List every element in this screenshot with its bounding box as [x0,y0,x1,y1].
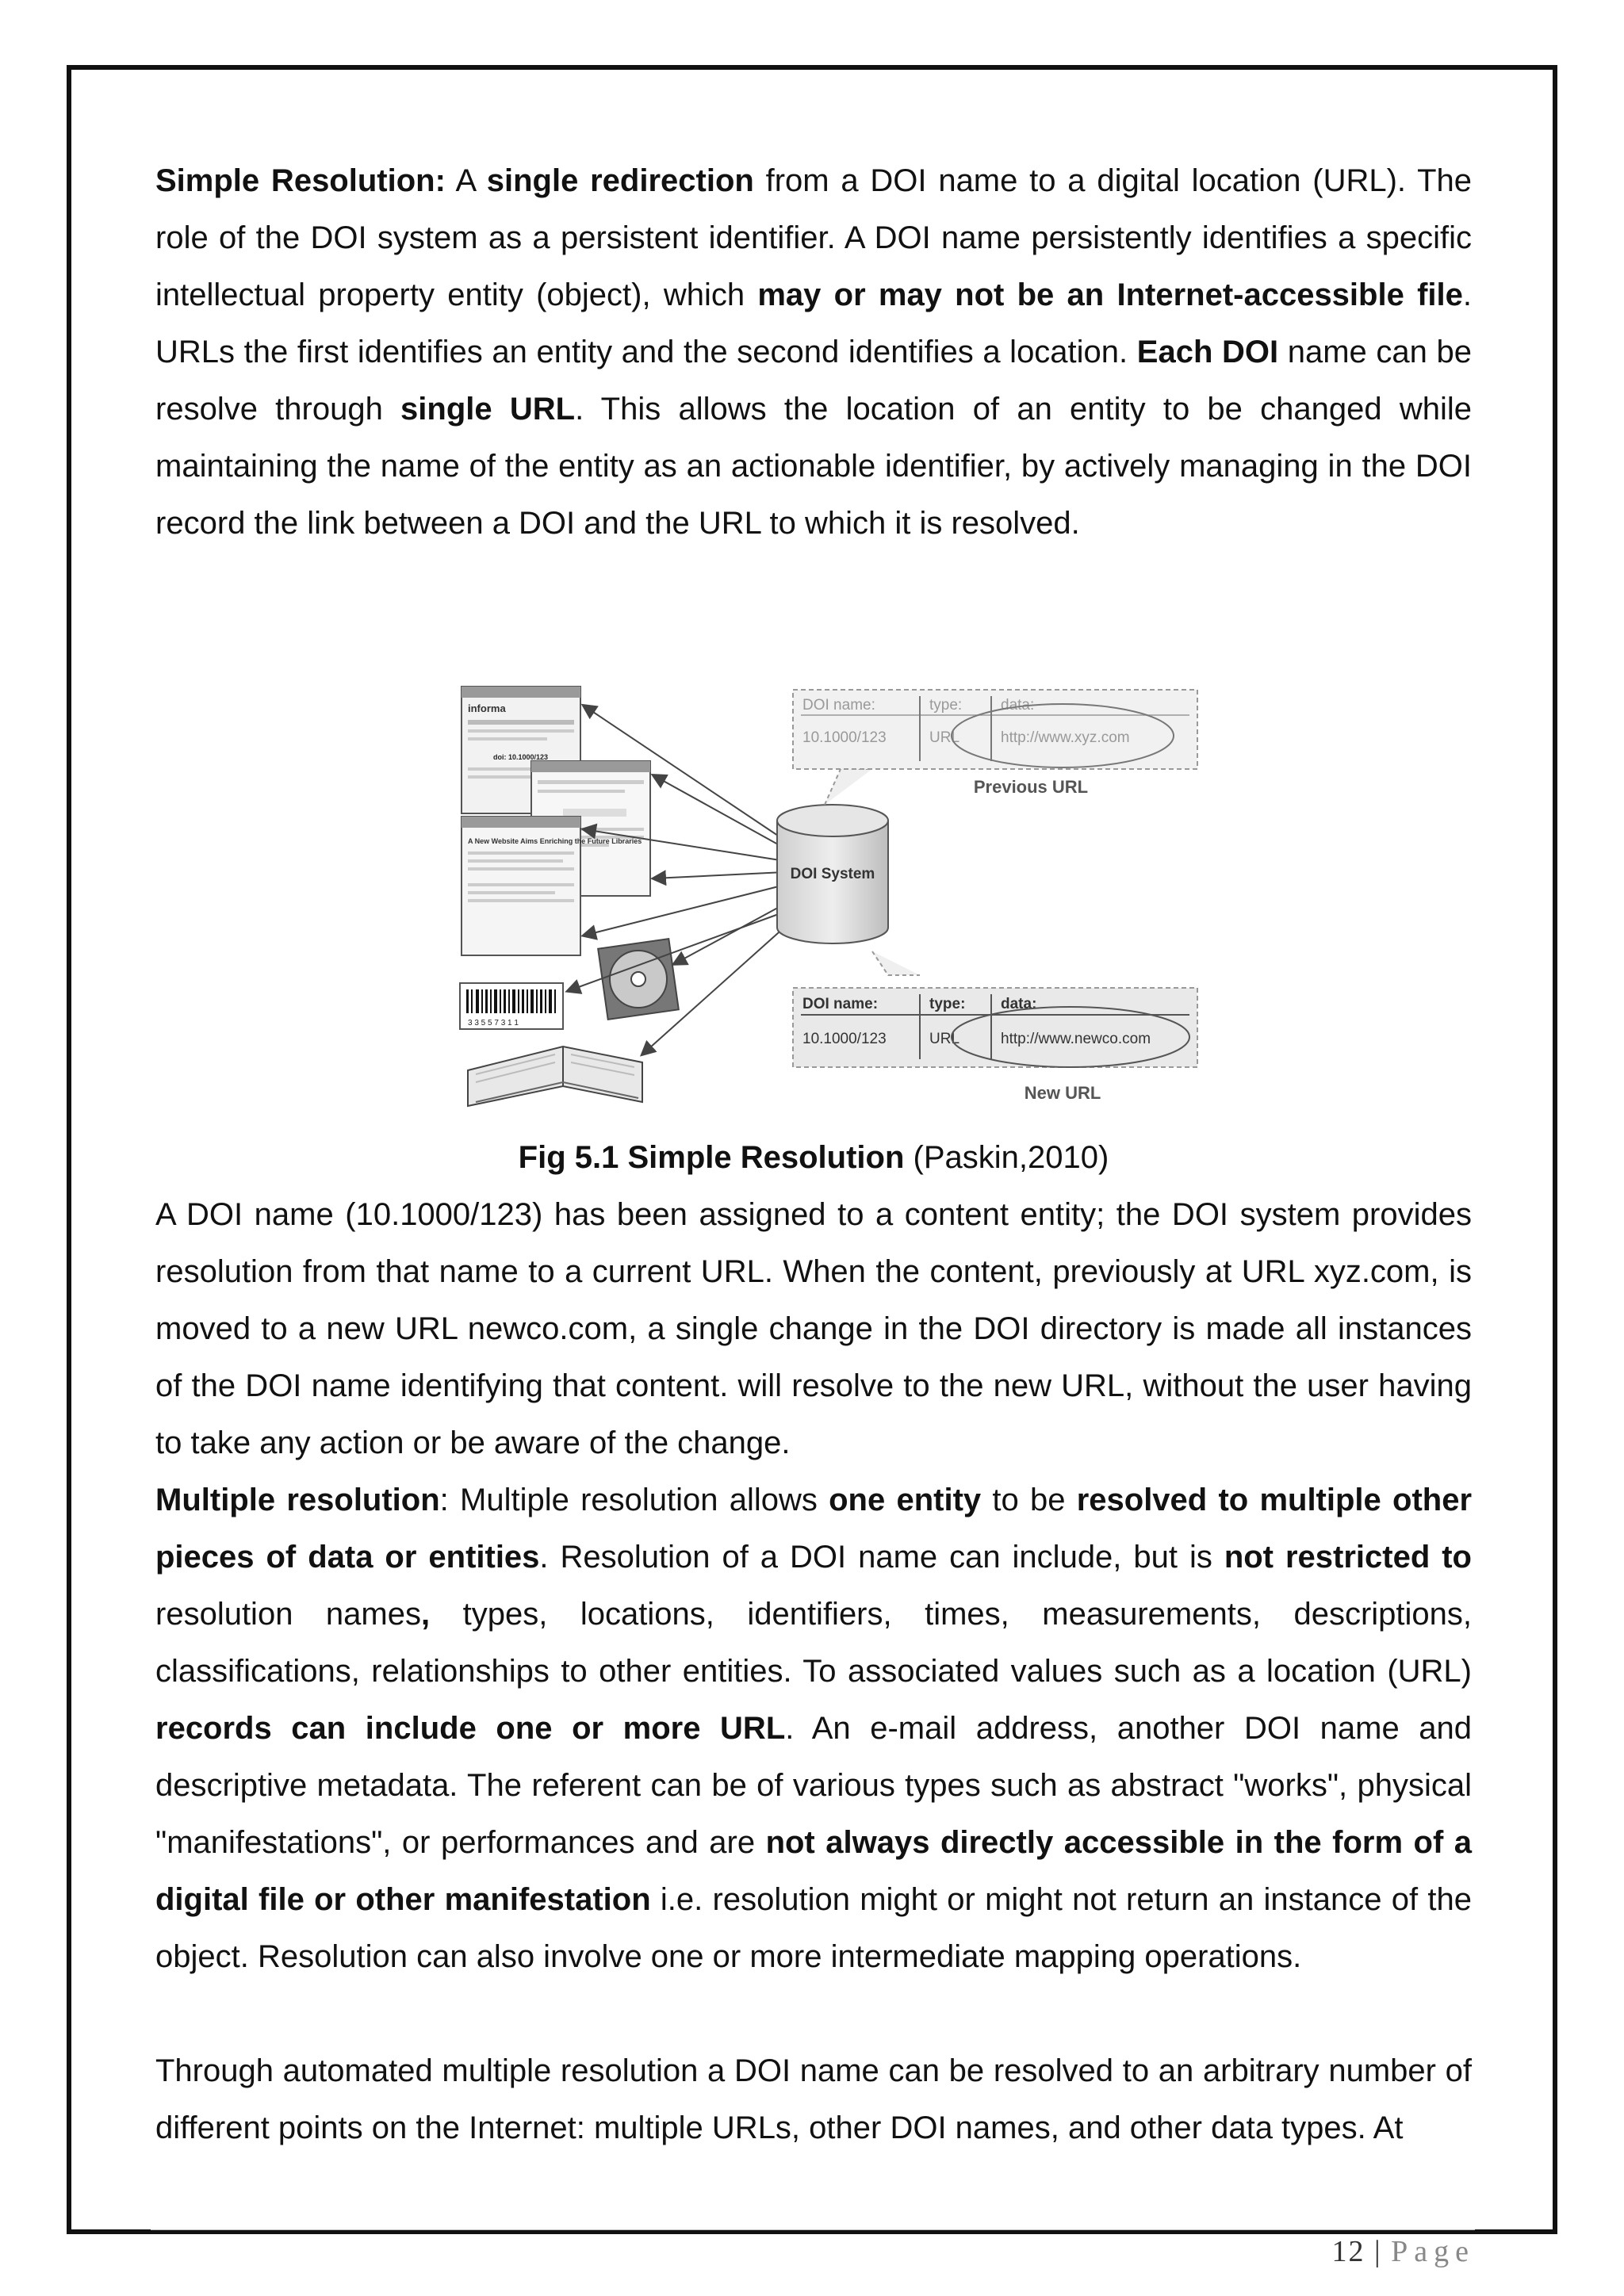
footer-rule [151,2229,1475,2230]
bottom-header-data: data: [1001,996,1037,1012]
bold-run: single URL [400,392,576,427]
bottom-callout-tail [872,951,920,975]
bold-run: single redirection [486,163,754,198]
caption-citation: (Paskin,2010) [904,1140,1109,1175]
cd-icon [598,939,679,1020]
top-value-type: URL [929,729,960,746]
multiple-resolution-paragraph [155,1471,1472,1985]
text-run: resolution names [155,1597,421,1632]
doi-system-database [777,805,888,943]
barcode-icon [460,983,563,1029]
simple-resolution-figure [444,674,1221,1118]
simple-resolution-heading: Simple Resolution: [155,163,446,198]
text-run: A [445,163,487,198]
bottom-value-data: http://www.newco.com [1001,1031,1151,1047]
bold-run: may or may not be an Internet-accessible file [757,277,1463,312]
figure-caption [155,1129,1472,1186]
bold-run: Each DOI [1136,335,1279,369]
bottom-header-type: type: [929,996,966,1012]
bold-run: not restricted to [1224,1540,1472,1575]
paragraph-text: A DOI name (10.1000/123) has been assigned to a content entity; the DOI system provides resolution from that name to a current URL. When the content, previously at URL xyz.com, is moved to a new URL newco.com, a single change in the DOI directory is made all instances of the DOI name identifying that content. will resolve to the new URL, without the user having to take any action or be aware of the change. [155,1197,1472,1460]
text-run: to be [981,1483,1077,1517]
doc-headline: A New Website Aims Enriching the Future Libraries [468,837,642,845]
bold-run: one entity [829,1483,982,1517]
informa-logo: informa [468,702,506,714]
resolution-explanation-paragraph [155,1186,1472,1471]
text-run: . This allows the location of an entity to be changed while maintaining the name of the entity as an actionable identifier, by actively managing in the DOI record the link between a DOI and the URL to which it is resolved. [155,392,1472,541]
top-callout-tail [825,769,872,805]
bold-run: resolved to multiple other pieces of data or entities [155,1483,1473,1575]
bold-run: not always directly accessible in the form of a digital file or other manifestation [155,1825,1473,1917]
text-run: i.e. resolution might or might not return an instance of the object. Resolution can also involve one or more intermediate mapping operations. [155,1882,1472,1974]
page-number-value: 12 [1331,2235,1365,2268]
top-value-data: http://www.xyz.com [1001,729,1130,746]
text-run: types, locations, identifiers, times, measurements, descriptions, classifications, relationships to other entities. To associated values such as a location (URL) [155,1597,1472,1689]
multiple-resolution-heading: Multiple resolution [155,1483,440,1517]
top-header-data: data: [1001,697,1035,714]
bottom-value-type: URL [929,1031,960,1047]
simple-resolution-paragraph [155,152,1472,552]
text-run: . Resolution of a DOI name can include, but is [539,1540,1224,1575]
text-run: from a DOI name to a digital location (URL). The role of the DOI system as a persistent identifier. A DOI name persistently identifies a specific intellectual property entity (object), which [155,163,1473,312]
barcode-number: 3 3 5 5 7 3 1 1 [468,1019,519,1027]
new-doi-record [793,988,1197,1103]
bottom-header-doi-name: DOI name: [802,996,879,1012]
page-word: Page [1391,2235,1475,2268]
new-url-label: New URL [1024,1083,1101,1103]
doi-system-label: DOI System [790,866,875,882]
book-icon [468,1047,642,1106]
doc-doi-label: doi: 10.1000/123 [493,753,549,761]
text-run: name can be resolve through [155,335,1472,427]
bottom-value-doi-name: 10.1000/123 [802,1031,887,1047]
top-value-doi-name: 10.1000/123 [802,729,887,746]
page-number [1332,2234,1475,2269]
bold-run: , [421,1597,431,1632]
paragraph-text: Through automated multiple resolution a DOI name can be resolved to an arbitrary number of different points on the Internet: multiple URLs, other DOI names, and other data types. At [155,2053,1472,2145]
top-header-type: type: [929,697,963,714]
text-run: : Multiple resolution allows [439,1483,829,1517]
text-run: . An e-mail address, another DOI name and descriptive metadata. The referent can be of various types such as abstract "works", physical "manifestations", or performances and are [155,1711,1473,1860]
top-header-doi-name: DOI name: [802,697,875,714]
previous-url-label: Previous URL [973,777,1089,797]
page-number-separator: | [1374,2235,1382,2268]
caption-title: Fig 5.1 Simple Resolution [518,1140,905,1175]
automated-resolution-paragraph [155,2042,1472,2156]
bold-run: records can include one or more URL [155,1711,786,1746]
text-run: . URLs the first identifies an entity and the second identifies a location. [155,277,1472,369]
